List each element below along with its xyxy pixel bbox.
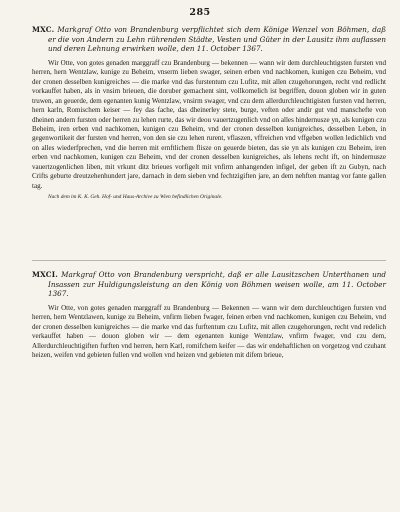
document-1-source: Nach dem im K. K. Geh. Hof- und Haus-Archive zu Wien befindlichen Originale.: [48, 194, 223, 201]
page-number: 285: [189, 7, 211, 18]
document-1-heading-text: Markgraf Otto von Brandenburg verpflichtet sich dem Könige Wenzel von Böhmen, daß er die von Andern zu Lehn rührenden Städte, Vesten und Güter in der Lausitz ihm auflassen und deren Lehnung erwirken wolle, den 11. October 1367.: [48, 25, 386, 54]
document-2-heading: [32, 270, 386, 299]
document-2: [32, 270, 386, 361]
document-1-body: Wir Otte, von gotes genaden marggraff czu Brandenburg — bekennen — wann wir dem durchleuchtigsten fursten vnd herren, hern Wentzlaw, kunige zu Beheim, vnserm lieben swager, seinen erben vnd nachkomen, kunigen czu Beheim, vnd der cronen desselben kunigreiches — die marke vnd das furstentum czu Lufitz, mit allen czugehorungen, recht vnd redlicht vorkauffet haben, als in vnsirn brieuen, die doruber gemachent sint, vollkomelich ist begriffen, douon globen wir in guten truwen, an geuerde, dem egenanten kunig Wentzlaw, vnsirm swager, vnd czu dem allerdurchleuchtigisten fursten vnd herren, hern karln, Romischem keiser — fey das fache, das dheinerley stete, burge, veften oder andir gut vnd manschefte von dheinen andern fursten oder herren zu lehen rurte, das wir deou vauertzugenlich vnd on alles hindernusze yn, als kunigen czu Beheim, iren erben vnd nachkomen, kunigen czu Beheim, vnd der cronen desselben kunigreiches, desselben Leben, in gegenwortikeit der fursten vnd herren, von den sie czu lehen rurent, vflaszen, vffreichen vnd vffgeben wollen ledichlich vnd on alles wiederfprechen, vnd die herren mit ernftlichem flisze on geuerde bieten, das sie yn als kunigen czu Beheim, iren erben vnd nachkomen, kunigen czu Beheim, vnd der cronen desselben kunigreiches, als lehens recht ift, on hindernusze vauertzogenlichen liben, mit vrkunt ditz brieues vorfigelt mit vnfirm anhangenden infigel, der geben ift zu Gubyn, nach Crifts geburte dreutzehenhundert jare, darnach in dem sieben vnd fechtzigiften jare, an dem nehften mantag vor fante gallen tag.: [32, 58, 386, 190]
section-divider: [32, 260, 386, 261]
document-1: [32, 25, 386, 201]
document-2-number: MXCI.: [32, 270, 58, 279]
document-2-body: Wir Otte, von gotes genaden marggraff zu Brandenburg — Bekennen — wann wir dem durchleuchtigen fursten vnd herren, hern Wentzlawen, kunige zu Beheim, vnfirm lieben fwager, feinen erben vnd nachkomen, kunigen czu Beheim, vnd der cronen desselben kunigreiches — die marke vnd das furftentum czu Lufitz, mit allen czugehorungen, recht vnd redelich verkauffet haben — douon globen wir — dem egenanten kunige Wentzlaw, vnfirm fwager, vnd czu dem, Allerdurchleuchtigiften furften vnd herren, hern Karl, romifchem keifer — das wir endehaftlichen on vorgetzog vnd czuhant heizen, weifen vnd gebieten fullen vnd wollen vnd heizen vnd gebieten mit difem brieue,: [32, 303, 386, 360]
document-1-number: MXC.: [32, 25, 55, 34]
document-2-heading-text: Markgraf Otto von Brandenburg verspricht, daß er alle Lausitzschen Unterthanen und Insassen zur Huldigungsleistung an den König von Böhmen weisen wolle, am 11. October 1367.: [48, 270, 386, 299]
document-1-heading: [32, 25, 386, 54]
